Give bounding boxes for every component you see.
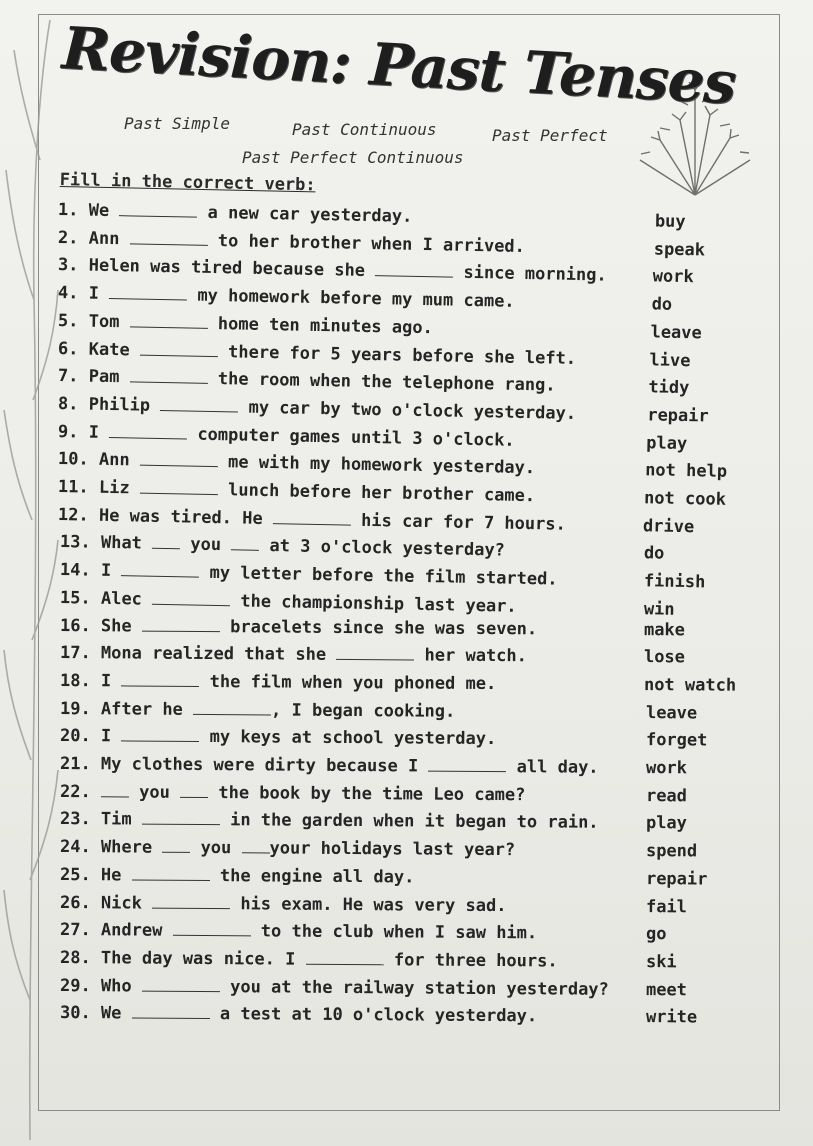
exercise-sentence [58, 311, 433, 338]
answer-blank[interactable] [130, 368, 208, 384]
sentence-text: me with my homework yesterday. [217, 452, 536, 479]
answer-blank[interactable] [130, 229, 208, 245]
verb-hint: win [643, 599, 675, 620]
sentence-text: 16. She [59, 615, 142, 637]
answer-blank[interactable] [140, 479, 218, 495]
sentence-text: 28. The day was nice. I [59, 947, 306, 970]
sentence-text: 5. Tom [57, 310, 130, 333]
verb-hint: spend [645, 841, 698, 862]
tense-label: Past Continuous [292, 120, 437, 139]
sentence-text: the book by the time Leo came? [208, 782, 526, 805]
answer-blank[interactable] [306, 950, 384, 966]
answer-blank[interactable] [109, 284, 187, 300]
sentence-text: , I began cooking. [270, 700, 456, 722]
sentence-text: 30. We [59, 1003, 132, 1024]
exercise-sentence [60, 754, 599, 778]
verb-hint: not watch [643, 674, 737, 696]
verb-hint: work [645, 758, 688, 779]
verb-hint: make [643, 619, 686, 640]
sentence-text: 8. Philip [57, 393, 161, 416]
exercise-sentence [60, 560, 558, 590]
sentence-text: for three hours. [383, 950, 558, 972]
verb-hint: repair [647, 405, 709, 427]
exercise-sentence [60, 699, 455, 722]
verb-hint: fail [645, 896, 688, 917]
exercise-sentence [58, 200, 413, 227]
sentence-text: 14. I [59, 560, 122, 582]
sentence-text: bracelets since she was seven. [219, 616, 538, 639]
verb-hint: play [645, 813, 688, 834]
exercise-item [60, 780, 750, 811]
sentence-text: 27. Andrew [59, 920, 173, 941]
exercise-sentence [60, 920, 537, 943]
exercise-item [60, 724, 750, 755]
sentence-text: your holidays last year? [269, 838, 516, 861]
exercise-sentence [58, 283, 515, 312]
sentence-text: 20. I [59, 726, 122, 747]
exercise-sentence [60, 893, 507, 916]
verb-hint: go [645, 924, 667, 945]
sentence-text: 2. Ann [57, 227, 130, 250]
exercise-item [60, 1001, 750, 1032]
instruction-heading: Fill in the correct verb: [59, 170, 316, 196]
adjacent-page-edge [773, 280, 813, 880]
sentence-text: his car for 7 hours. [350, 510, 566, 535]
sentence-text: my letter before the film started. [199, 562, 558, 590]
sentence-text: at 3 o'clock yesterday? [259, 536, 506, 561]
verb-hint: ski [645, 951, 677, 973]
verb-hint: speak [653, 239, 706, 261]
answer-blank[interactable] [142, 616, 220, 632]
verb-hint: leave [645, 702, 698, 724]
answer-blank[interactable] [173, 921, 251, 937]
verb-hint: not help [644, 460, 728, 483]
sentence-text: 22. [59, 781, 102, 802]
answer-blank[interactable] [140, 451, 218, 467]
sentence-text: 26. Nick [59, 892, 153, 914]
sentence-text: the championship last year. [229, 591, 517, 617]
sentence-text: 1. We [57, 200, 120, 222]
sentence-text: her watch. [414, 645, 528, 667]
exercise-sentence [60, 643, 527, 666]
sentence-text: you [128, 782, 181, 803]
verb-hint: leave [650, 322, 702, 344]
sentence-text: 23. Tim [59, 809, 142, 830]
verb-hint: do [643, 543, 665, 564]
exercise-sentence [60, 1003, 537, 1026]
answer-blank[interactable] [101, 782, 129, 797]
exercise-item [60, 807, 750, 838]
sentence-text: 24. Where [59, 837, 163, 858]
exercise-sentence [58, 477, 535, 506]
sentence-text: in the garden when it began to rain. [219, 810, 599, 834]
answer-blank[interactable] [160, 396, 238, 412]
verb-hint: live [649, 349, 691, 371]
sentence-text: his exam. He was very sad. [230, 893, 507, 916]
sentence-text: you at the railway station yesterday? [219, 976, 609, 1000]
verb-hint: play [646, 432, 688, 454]
verb-hint: forget [645, 730, 708, 751]
sentence-text: all day. [506, 757, 599, 778]
sentence-text: 15. Alec [59, 587, 153, 610]
exercise-item [60, 946, 750, 977]
sentence-text: 10. Ann [57, 449, 141, 471]
exercise-sentence [60, 532, 505, 561]
answer-blank[interactable] [132, 1004, 210, 1020]
answer-blank[interactable] [142, 810, 220, 826]
exercise-item [60, 641, 750, 672]
verb-hint: work [652, 266, 694, 288]
sentence-text: 21. My clothes were dirty because I [59, 754, 429, 777]
sentence-text: a test at 10 o'clock yesterday. [209, 1004, 538, 1027]
verb-hint: read [645, 785, 688, 807]
exercise-sentence [60, 865, 414, 887]
exercise-item [60, 835, 750, 866]
sentence-text: you [179, 534, 232, 556]
sentence-text: 19. After he [59, 698, 194, 720]
sentence-text: the engine all day. [209, 865, 415, 888]
answer-blank[interactable] [132, 865, 210, 881]
sentence-text: you [190, 838, 242, 859]
answer-blank[interactable] [180, 783, 208, 798]
sentence-text: 6. Kate [57, 338, 141, 361]
answer-blank[interactable] [273, 509, 351, 525]
verb-hint: finish [643, 571, 706, 593]
answer-blank[interactable] [152, 534, 180, 550]
exercise-item [60, 752, 750, 783]
verb-hint: do [651, 294, 673, 315]
exercise-sentence [60, 671, 496, 694]
sentence-text: my keys at school yesterday. [199, 727, 497, 750]
sentence-text: 4. I [57, 283, 110, 305]
answer-blank[interactable] [119, 201, 197, 217]
sentence-text: my car by two o'clock yesterday. [238, 397, 577, 424]
sentence-text: my homework before my mum came. [186, 285, 515, 312]
answer-blank[interactable] [375, 261, 453, 277]
exercise-sentence [60, 782, 526, 805]
sentence-text: computer games until 3 o'clock. [186, 424, 515, 451]
sentence-text: 29. Who [59, 975, 142, 997]
answer-blank[interactable] [142, 976, 220, 992]
sentence-text: to her brother when I arrived. [207, 230, 526, 257]
exercise-item [60, 863, 750, 894]
verb-hint: repair [645, 868, 708, 890]
sentence-text: the room when the telephone rang. [207, 369, 556, 396]
exercise-sentence [60, 588, 517, 617]
verb-hint: tidy [648, 377, 690, 399]
answer-blank[interactable] [428, 757, 506, 773]
exercise-sentence [60, 837, 515, 860]
verb-hint: drive [642, 515, 695, 537]
sentence-text: lunch before her brother came. [217, 480, 536, 507]
sentence-text: 12. He was tired. He [57, 504, 274, 529]
sentence-text: there for 5 years before she left. [217, 341, 577, 369]
exercise-sentence [60, 616, 537, 639]
answer-blank[interactable] [121, 671, 199, 687]
tense-label: Past Perfect [492, 126, 608, 145]
sentence-text: 13. What [59, 532, 153, 555]
exercise-item [60, 974, 750, 1005]
answer-blank[interactable] [140, 340, 218, 356]
sentence-text: 9. I [57, 421, 110, 443]
answer-blank[interactable] [193, 700, 271, 716]
verb-hint: lose [643, 647, 686, 668]
exercise-item [60, 918, 750, 949]
sentence-text: 3. Helen was tired because she [57, 255, 376, 282]
sentence-text: since morning. [453, 262, 607, 286]
verb-hint: meet [645, 979, 688, 1000]
page-title: Revision: Past Tenses [60, 14, 738, 118]
sentence-text: to the club when I saw him. [250, 921, 538, 944]
exercise-item [60, 697, 750, 728]
exercise-sentence [58, 422, 515, 451]
answer-blank[interactable] [121, 727, 199, 743]
answer-blank[interactable] [109, 423, 187, 439]
answer-blank[interactable] [242, 838, 270, 853]
exercise-sentence [58, 228, 525, 257]
exercise-sentence [60, 809, 599, 833]
verb-hint: not cook [643, 488, 727, 510]
exercise-item [60, 614, 750, 645]
answer-blank[interactable] [336, 645, 414, 661]
sentence-text: 7. Pam [57, 366, 130, 388]
answer-blank[interactable] [231, 536, 259, 552]
exercise-item [60, 891, 750, 922]
answer-blank[interactable] [152, 893, 230, 909]
sentence-text: 18. I [59, 670, 122, 692]
sentence-text: 25. He [59, 864, 132, 886]
exercise-sentence [60, 976, 609, 1000]
verb-hint: write [645, 1007, 698, 1028]
answer-blank[interactable] [121, 561, 199, 577]
tense-label: Past Simple [124, 114, 230, 133]
tense-label: Past Perfect Continuous [242, 148, 464, 167]
verb-hint: buy [654, 211, 686, 233]
exercise-item [60, 669, 750, 700]
sentence-text: 17. Mona realized that she [59, 643, 337, 666]
answer-blank[interactable] [152, 590, 230, 606]
answer-blank[interactable] [162, 838, 190, 853]
sentence-text: the film when you phoned me. [199, 671, 497, 694]
exercise-sentence [60, 726, 496, 749]
sentence-text: 11. Liz [57, 477, 141, 499]
sentence-text: home ten minutes ago. [207, 313, 433, 338]
exercise-sentence [60, 948, 558, 971]
answer-blank[interactable] [130, 312, 208, 328]
sentence-text: a new car yesterday. [197, 202, 413, 227]
